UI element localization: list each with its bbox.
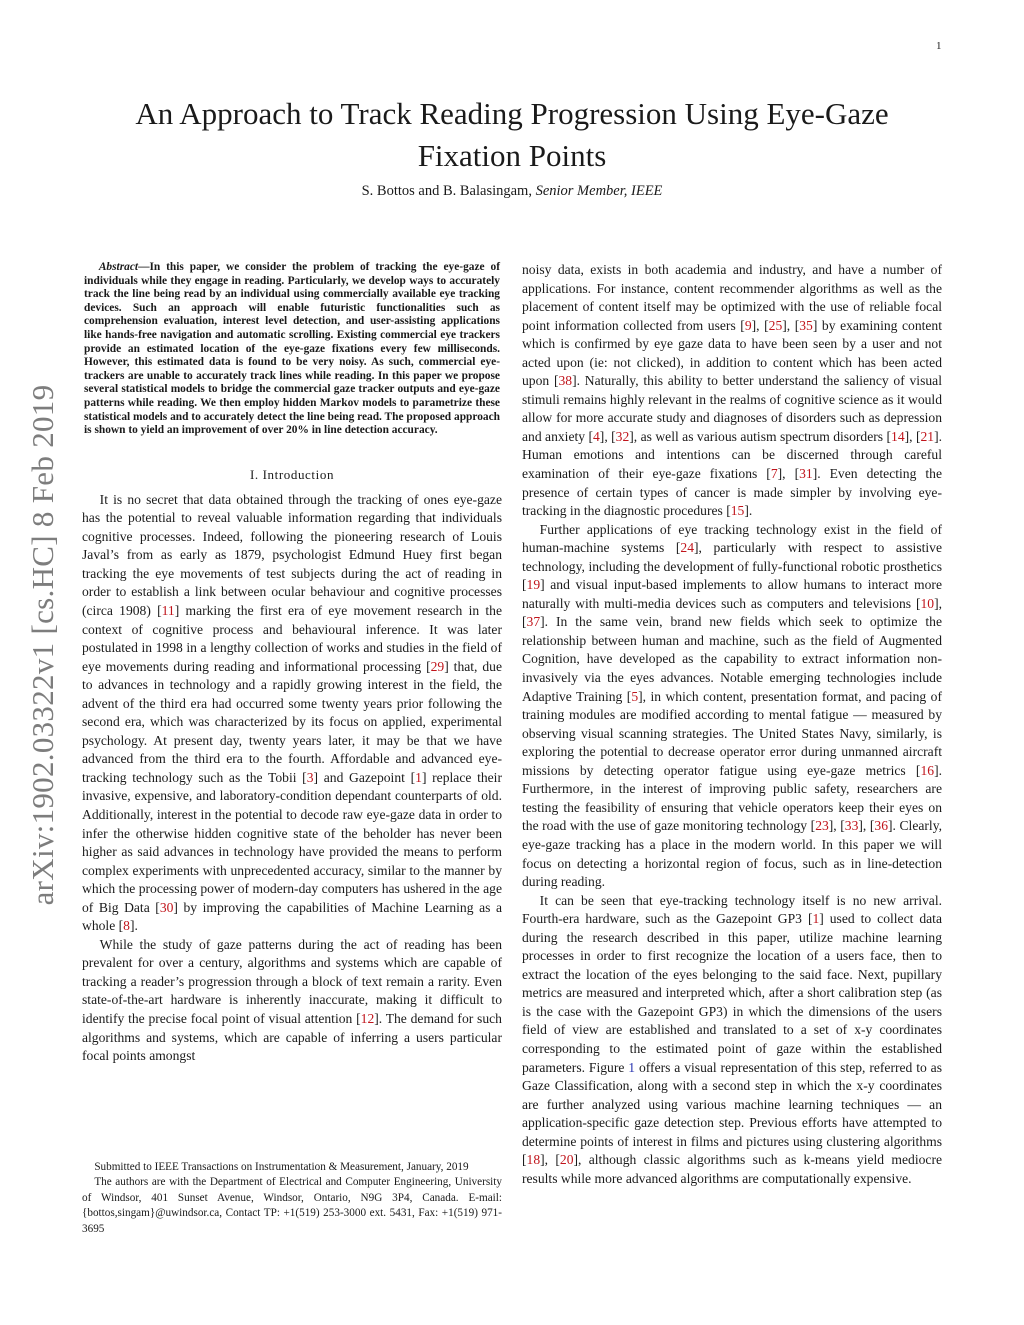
author-names: S. Bottos and B. Balasingam, <box>361 183 532 199</box>
text-run: ], [ <box>540 1152 560 1168</box>
text-run: ]. Even detecting the presence of certain types of cancer is made simpler by involving eye-tracking in the diagnostic procedures [ <box>522 466 943 519</box>
citation-link[interactable]: 35 <box>799 317 813 333</box>
text-run: ]. <box>129 918 138 934</box>
text-run: ] by examining content which is confirmed by eye gaze data to have been seen by a user and not acted upon (ie: not clicked), in addition to content which has been acted upon [ <box>522 317 943 389</box>
text-run: ], although classic algorithms such as k-means yield mediocre results while more advanced algorithms are computationally expensive. <box>522 1152 942 1186</box>
citation-link[interactable]: 38 <box>558 373 573 389</box>
abstract-label: Abstract <box>98 261 139 273</box>
text-run: ]. Furthermore, in the interest of improving public safety, researchers are testing the feasibility of ensuring that vehicle operators keep their eyes on the road with the use of gaze monitoring technology [ <box>522 762 942 834</box>
citation-link[interactable]: 25 <box>768 317 783 333</box>
figure-reference-link[interactable]: 1 <box>628 1059 636 1075</box>
citation-link[interactable]: 21 <box>920 428 935 444</box>
citation-link[interactable]: 10 <box>920 595 935 611</box>
right-body <box>522 261 942 1188</box>
citation-link[interactable]: 30 <box>159 899 174 915</box>
author-line <box>80 183 944 200</box>
citation-link[interactable]: 1 <box>812 911 820 927</box>
text-run: ], particularly with respect to assistive technology, including the development of fully-functional robotic prosthetics [ <box>522 540 942 593</box>
right-column <box>522 261 942 1188</box>
text-run: ], [ <box>858 818 875 834</box>
text-run: ], [ <box>904 428 921 444</box>
citation-link[interactable]: 14 <box>891 428 905 444</box>
citation-link[interactable]: 20 <box>559 1152 574 1168</box>
text-run: ], [ <box>599 428 616 444</box>
text-run: ] marking the first era of eye movement research in the context of cognitive process and behavioural inference. It was later postulated in 1998 in a lengthy collection of works and studies in the field of eye movements during reading and informational processing [ <box>82 603 502 674</box>
text-run: ]. The demand for such algorithms and systems, which are capable of inferring a users particular focal points amongst <box>82 1011 502 1064</box>
text-run: ] used to collect data during the research described in this paper, utilize machine learning processes in order to first recognize the location of a users face, then to extract the location of the eyes belonging to the said face. Next, pupillary metrics are measured and interpreted which, after a short calibration step (as is the case with the Gazepoint GP3) in which the dimensions of the users field of view are established and translated to a set of x-y coordinates corresponding to the estimated point of gaze within the established parameters. Figure <box>522 911 942 1075</box>
citation-link[interactable]: 8 <box>123 918 130 934</box>
paper-title: An Approach to Track Reading Progression Using Eye-Gaze Fixation Points <box>135 96 889 173</box>
text-run: ] and Gazepoint [ <box>313 769 416 785</box>
citation-link[interactable]: 3 <box>306 769 314 785</box>
citation-link[interactable]: 4 <box>593 428 600 444</box>
footnotes <box>82 1160 502 1237</box>
text-run: ], [ <box>522 595 942 630</box>
footnote-affiliation: The authors are with the Department of Electrical and Computer Engineering, University of Windsor, 401 Sunset Avenue, Windsor, Ontario, N9G 3P4, Canada. E-mail: {bottos,singam}@uwindsor.ca, Contact TP: +1(519) 253-3000 ext. 5431, Fax: +1(519) 971-3695 <box>82 1176 502 1235</box>
citation-link[interactable]: 31 <box>799 466 813 482</box>
citation-link[interactable]: 18 <box>526 1152 541 1168</box>
text-run: ], [ <box>782 317 800 333</box>
text-run: ]. Human emotions and intentions can be discerned through careful examination of their eye-gaze fixations [ <box>522 428 943 482</box>
abstract <box>82 261 502 438</box>
text-run: ] and visual input-based implements to allow humans to interact more naturally with multi-media devices such as computers and televisions [ <box>522 577 942 611</box>
citation-link[interactable]: 23 <box>815 818 829 834</box>
citation-link[interactable]: 1 <box>415 769 422 785</box>
text-run: It can be seen that eye-tracking technology itself is no new arrival. Fourth-era hardware, such as the Gazepoint GP3 [ <box>522 892 942 927</box>
text-run: While the study of gaze patterns during the act of reading has been prevalent for over a century, algorithms and systems which are capable of tracking a reader’s progression through a block of text remain a rarity. Even state-of-the-art hardware is inherently inaccurate, making it difficult to identify the precise focal point of visual attention [ <box>82 936 502 1027</box>
text-run: ], [ <box>777 466 800 482</box>
author-role: Senior Member, IEEE <box>535 183 663 199</box>
citation-link[interactable]: 29 <box>430 658 445 674</box>
arxiv-identifier: arXiv:1902.03322v1 [cs.HC] 8 Feb 2019 <box>25 384 60 906</box>
page-number: 1 <box>936 40 942 52</box>
left-column <box>82 261 502 1066</box>
text-run: ], as well as various autism spectrum disorders [ <box>629 428 892 444</box>
text-run: ]. In the same vein, brand new fields which seek to optimize the relationship between human and machine, such as the field of Augmented Cognition, have developed as the capability to extract information non-invasively via the eyes advances. Notable emerging technologies include Adaptive Training [ <box>522 614 942 704</box>
text-run: ], in which content, presentation format, and pacing of training modules are modified according to mental fatigue — measured by observing visual scanning strategies. The United States Navy, similarly, is exploring the potential to decrease operator error during unmanned aircraft missions by detecting operator fatigue using eye-gaze metrics [ <box>522 688 942 778</box>
abstract-text: —In this paper, we consider the problem of tracking the eye-gaze of individuals while they engage in reading. Particularly, we develop ways to accurately track the line being read by an individual using commercially available eye tracking devices. Such an approach will enable futuristic functionalities such as comprehension evaluation, interest level detection, and user-assisting applications like hands-free navigation and automatic scrolling. Existing commercial eye trackers provide an estimated location of the eye-gaze fixations every few milliseconds. However, this estimated data is found to be very noisy. As such, commercial eye-trackers are unable to accurately track lines while reading. In this paper we propose several statistical models to bridge the commercial gaze tracker outputs and eye-gaze patterns while reading. We then employ hidden Markov models to parametrize these statistical models and to accurately detect the line being read. The proposed approach is shown to yield an improvement of over 20% in line detection accuracy. <box>84 261 500 437</box>
body-paragraph <box>522 521 942 892</box>
citation-link[interactable]: 36 <box>874 818 888 834</box>
text-run: ]. <box>744 503 753 519</box>
body-paragraph <box>82 936 502 1066</box>
text-run: ] replace their invasive, expensive, and laboratory-condition dependant counterparts of old. Additionally, interest in the potential to decode raw eye-gaze data in order to infer the otherwise hidden cognitive state of the beholder has never been higher as said advances in technology have provided the means to perform complex experiments with unprecedented accuracy, similar to the manner by which the processing power of modern-day computers has ushered in the age of Big Data [ <box>82 769 502 915</box>
text-run: It is no secret that data obtained through the tracking of ones eye-gaze has the potential to reveal valuable information regarding that individuals cognitive processes. Indeed, following the pioneering research of Louis Javal’s from as early as 1879, psychologist Edmund Huey first began tracking the eye movements of test subjects during the act of reading in order to establish a link between ocular behaviour and cognitive processes (circa 1908) [ <box>82 491 502 618</box>
text-run: ], [ <box>751 317 769 333</box>
citation-link[interactable]: 33 <box>844 818 859 834</box>
body-paragraph <box>82 491 502 936</box>
citation-link[interactable]: 5 <box>631 688 639 704</box>
text-run: ]. Naturally, this ability to better understand the saliency of visual stimuli remains highly relevant in the realms of cognitive science as it would allow for more accurate study and diagnoses of disorders such as depression and anxiety [ <box>522 373 942 444</box>
citation-link[interactable]: 9 <box>744 317 752 333</box>
body-paragraph <box>522 261 942 521</box>
citation-link[interactable]: 15 <box>730 503 745 519</box>
citation-link[interactable]: 32 <box>615 428 630 444</box>
text-run: offers a visual representation of this step, referred to as Gaze Classification, along with a second step in which the x-y coordinates are further analyzed using various machine learning techniques — an application-specific gaze detection step. Previous efforts have attempted to determine points of interest in films and pictures using clustering algorithms [ <box>522 1059 942 1168</box>
citation-link[interactable]: 37 <box>526 614 541 630</box>
citation-link[interactable]: 24 <box>680 540 694 556</box>
citation-link[interactable]: 7 <box>770 466 778 482</box>
citation-link[interactable]: 12 <box>360 1011 375 1027</box>
citation-link[interactable]: 11 <box>161 603 175 618</box>
text-run: ] by improving the capabilities of Machine Learning as a whole [ <box>82 899 502 934</box>
footnote-submission: Submitted to IEEE Transactions on Instrumentation & Measurement, January, 2019 <box>94 1161 469 1173</box>
left-body <box>82 491 502 1066</box>
text-run: ], [ <box>828 818 845 834</box>
text-run: ]. Clearly, eye-gaze tracking has a place in the modern world. In this paper we will focus on detecting a horizontal region of focus, such as in line-detection during reading. <box>522 818 943 890</box>
citation-link[interactable]: 16 <box>920 762 935 778</box>
citation-link[interactable]: 19 <box>526 577 541 593</box>
text-run: Further applications of eye tracking technology exist in the field of human-machine systems [ <box>522 521 942 556</box>
text-run: noisy data, exists in both academia and industry, and have a number of applications. For instance, content recommender algorithms as well as the placement of content itself may be optimized with the use of reliable focal point information collected from users [ <box>522 262 942 333</box>
text-run: ] that, due to advances in technology and a rapidly growing interest in the field, the advent of the third era had occurred some twenty years prior following the second era, which was characterized by its focus on applied, experimental psychology. At present day, twenty years later, it may be that we have advanced from the third era to the fourth. Affordable and advanced eye-tracking technology such as the Tobii [ <box>82 658 503 785</box>
arxiv-stamp <box>22 360 64 930</box>
body-paragraph <box>522 892 942 1189</box>
section-heading-introduction: I. Introduction <box>249 466 335 482</box>
